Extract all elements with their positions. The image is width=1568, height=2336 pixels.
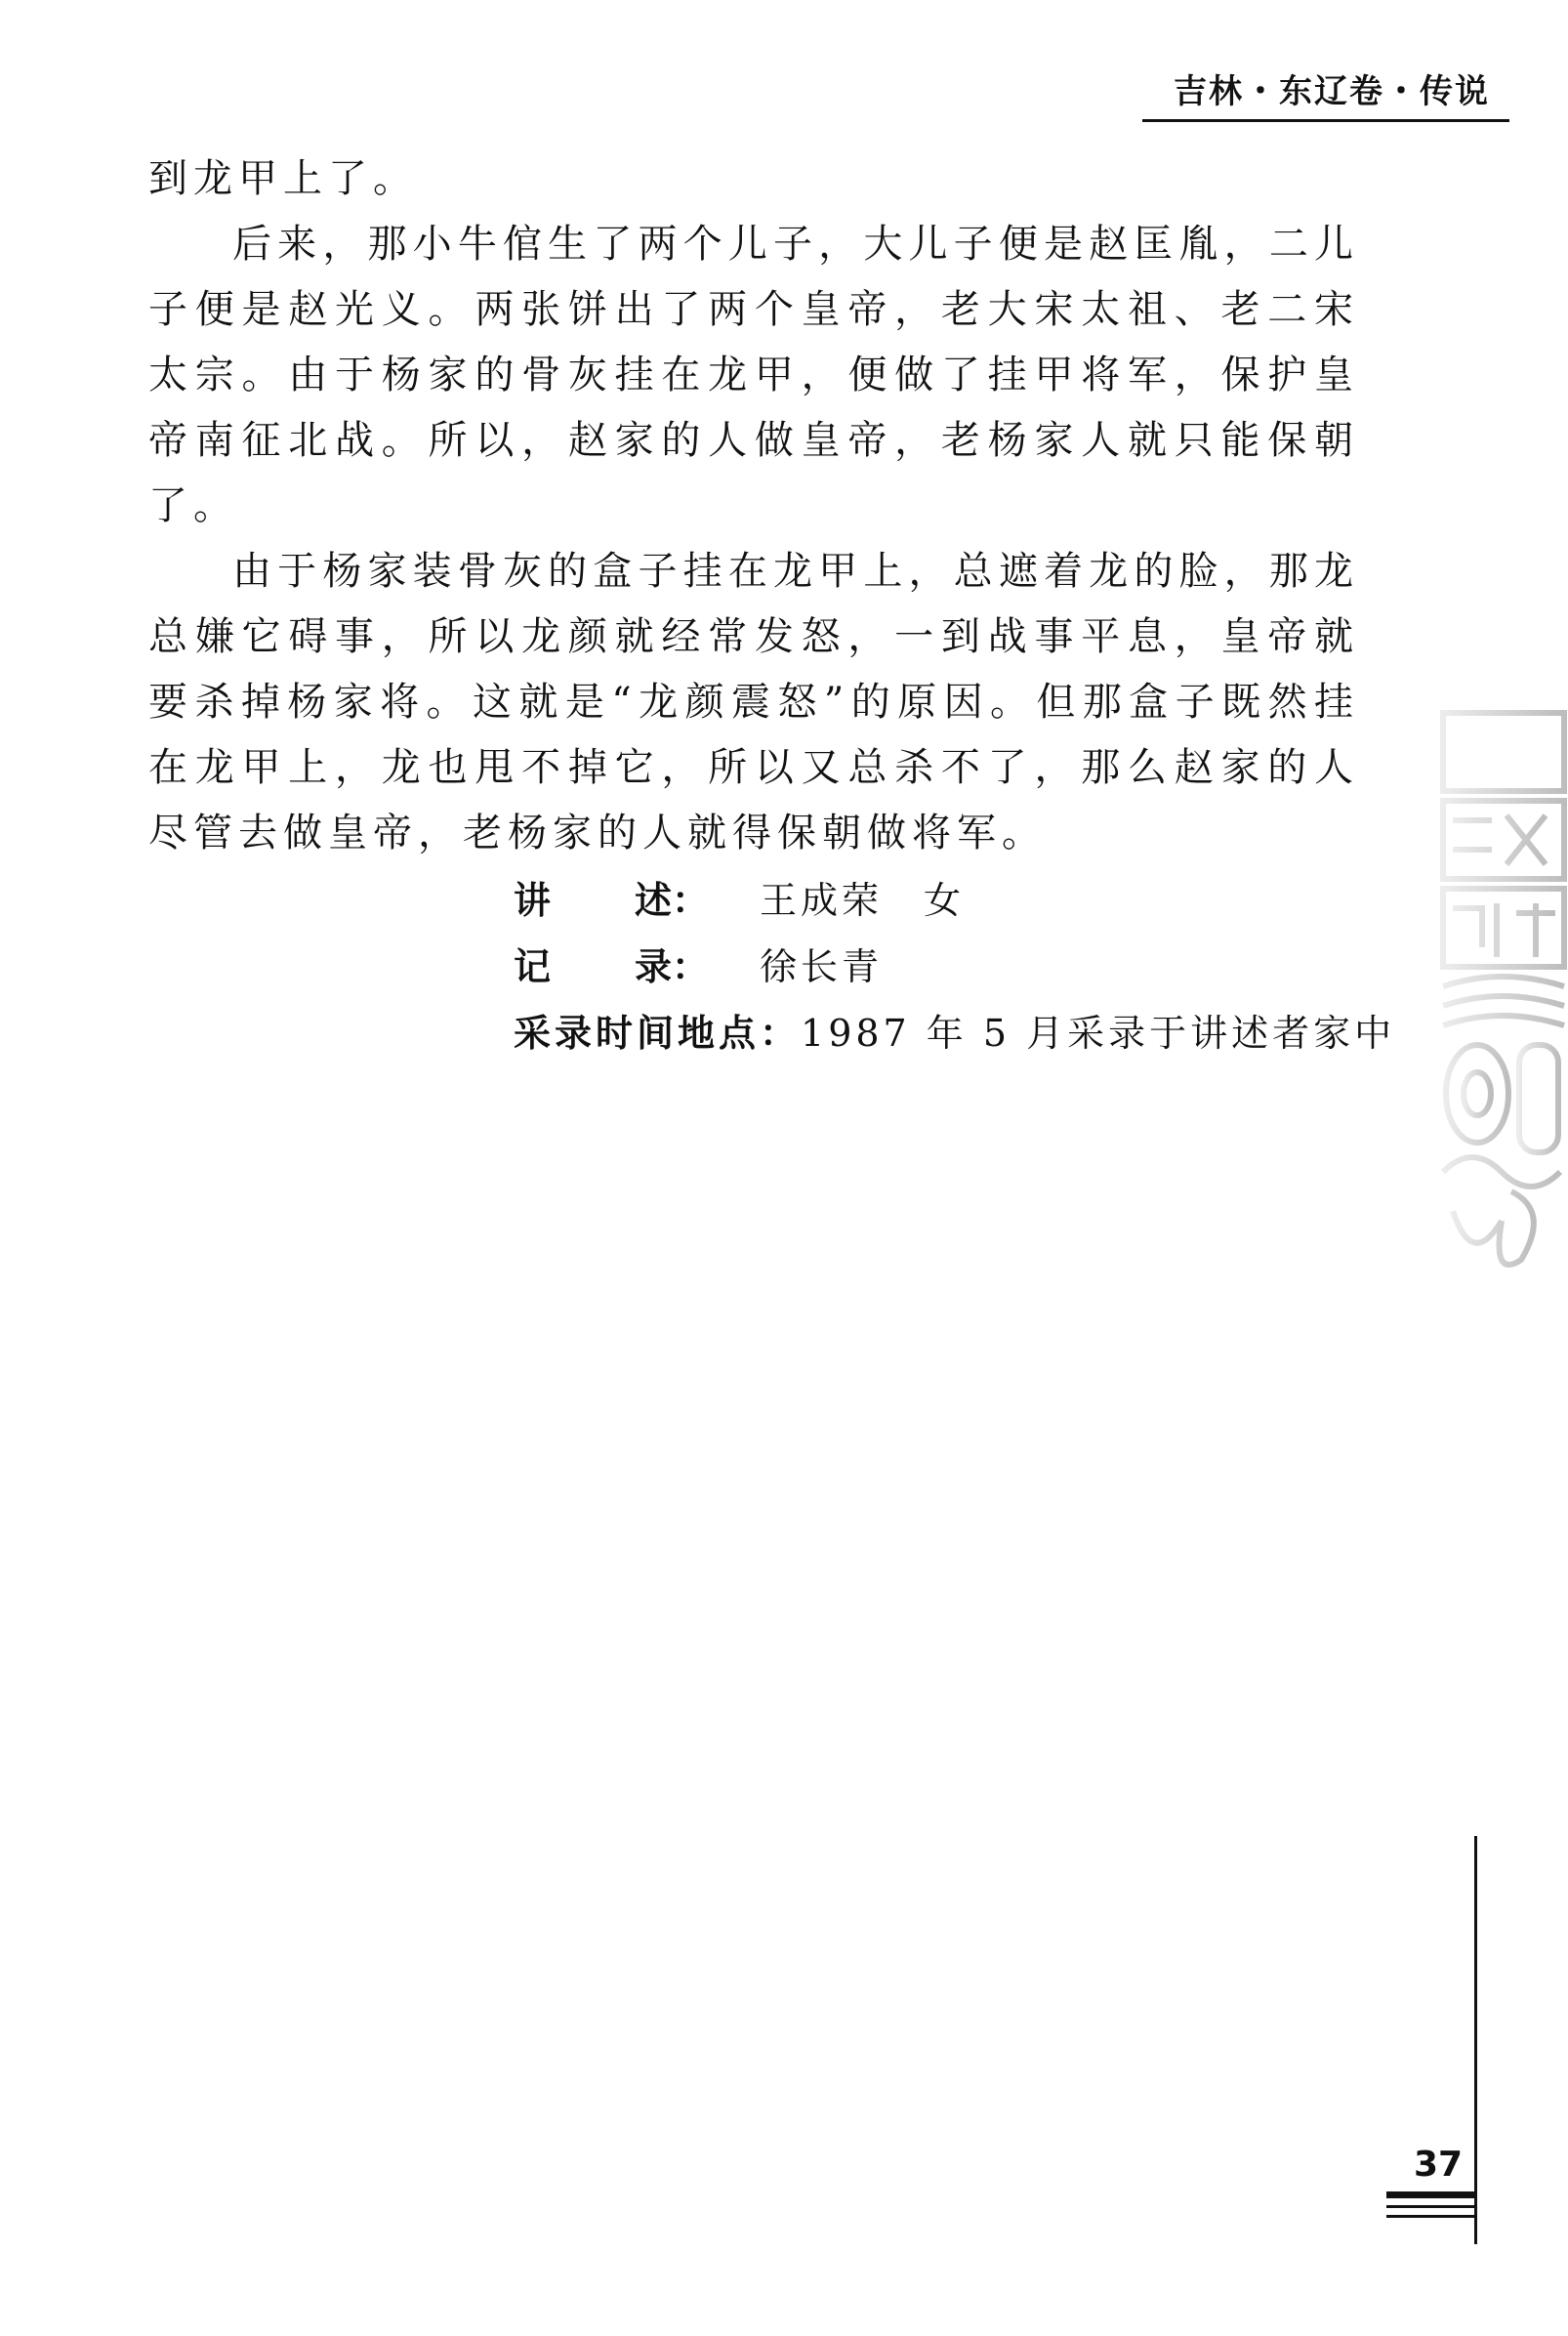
ornamental-seal-strip-icon <box>1433 703 1568 1289</box>
credit-time-place <box>514 1000 1395 1066</box>
paragraph: 后来，那小牛倌生了两个儿子，大儿子便是赵匡胤，二儿子便是赵光义。两张饼出了两个皇帝，老大宋太祖、老二宋太宗。由于杨家的骨灰挂在龙甲，便做了挂甲将军，保护皇帝南征北战。所以，赵家的人做皇帝，老杨家人就只能保朝了。 <box>148 222 1359 528</box>
page-number-rule-thin <box>1386 2215 1476 2218</box>
running-header: 吉林・东辽卷・传说 <box>1174 72 1490 111</box>
credit-narrator <box>514 867 1395 934</box>
header-rule <box>1142 119 1509 122</box>
credit-value-recorder: 徐长青 <box>760 945 884 988</box>
credit-value-time-place: 1987 年 5 月采录于讲述者家中 <box>801 1012 1396 1055</box>
paragraph-continuation: 到龙甲上了。 <box>148 156 418 201</box>
page-number-rule-thick <box>1386 2191 1476 2198</box>
credit-label-narrator: 讲 述： <box>514 879 710 922</box>
paragraph: 由于杨家装骨灰的盒子挂在龙甲上，总遮着龙的脸，那龙总嫌它碍事，所以龙颜就经常发怒，一到战事平息，皇帝就要杀掉杨家将。这就是“龙颜震怒”的原因。但那盒子既然挂在龙甲上，龙也甩不掉它，所以又总杀不了，那么赵家的人尽管去做皇帝，老杨家的人就得保朝做将军。 <box>148 549 1359 855</box>
credit-label-recorder: 记 录： <box>514 945 710 988</box>
credit-label-time-place: 采录时间地点： <box>514 1012 802 1055</box>
credit-value-narrator: 王成荣 女 <box>760 879 966 922</box>
body-text <box>148 146 1359 866</box>
page-number-rule-thin <box>1386 2205 1476 2208</box>
credit-recorder <box>514 934 1395 1000</box>
credits-block <box>514 867 1395 1066</box>
page-number: 37 <box>1414 2145 1464 2185</box>
side-rule <box>1474 1836 1477 2244</box>
